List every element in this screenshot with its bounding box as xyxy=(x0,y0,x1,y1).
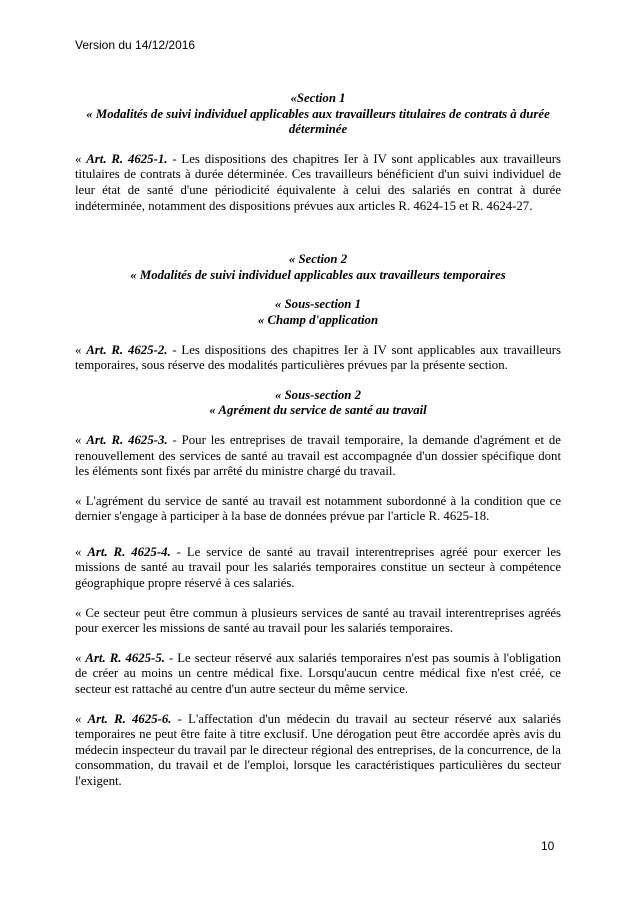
section-1-subtitle: « Modalités de suivi individuel applicables aux travailleurs titulaires de contrats à durée déterminée xyxy=(86,106,550,137)
section-2-subtitle: « Modalités de suivi individuel applicables aux travailleurs temporaires xyxy=(130,267,506,282)
page-header-version: Version du 14/12/2016 xyxy=(75,38,196,52)
article-ref: Art. R. 4625-5. xyxy=(85,650,165,665)
paragraph-agrement: « L'agrément du service de santé au travail est notamment subordonné à la condition que ce dernier s'engage à participer à la base de données prévue par l'article R. 4625-18. xyxy=(75,493,561,524)
article-ref: Art. R. 4625-3. xyxy=(86,432,168,447)
article-text: - Pour les entreprises de travail temporaire, la demande d'agrément et de renouvellement des services de santé au travail est accompagnée d'un dossier spécifique dont les éléments sont fixés par arrêté du ministre chargé du travail. xyxy=(75,432,561,479)
section-1-title: «Section 1 xyxy=(290,91,346,105)
article-text: - Les dispositions des chapitres Ier à IV sont applicables aux travailleurs titulaires de contrats à durée déterminée. Ces travailleurs bénéficient d'un suivi individuel de leur état de santé d'une périodicité équivalente à celui des salariés en contrat à durée indéterminée, notamment des dispositions prévues aux articles R. 4624-15 et R. 4624-27. xyxy=(75,151,561,213)
document-body xyxy=(75,91,561,790)
section-2-title: « Section 2 xyxy=(288,252,348,267)
article-ref: Art. R. 4625-6. xyxy=(87,711,172,726)
article-r4625-5 xyxy=(75,651,561,698)
article-r4625-6 xyxy=(75,712,561,790)
article-lead: « xyxy=(75,342,87,357)
subsection-2-title: « Sous-section 2 xyxy=(274,387,362,402)
article-r4625-3 xyxy=(75,433,561,480)
article-ref: Art. R. 4625-2. xyxy=(86,342,168,357)
article-ref: Art. R. 4625-4. xyxy=(87,544,171,559)
page-number: 10 xyxy=(541,839,555,853)
article-text: - Le service de santé au travail interentreprises agréé pour exercer les missions de santé au travail pour les salariés temporaires constitue un secteur à compétence géographique propre réservé à ces salariés. xyxy=(75,544,561,591)
article-ref: Art. R. 4625-1. xyxy=(86,151,168,166)
article-lead: « xyxy=(75,432,87,447)
paragraph-secteur: « Ce secteur peut être commun à plusieurs services de santé au travail interentreprises agréés pour exercer les missions de santé au travail pour les salariés temporaires. xyxy=(75,605,561,636)
article-text: - L'affectation d'un médecin du travail au secteur réservé aux salariés temporaires ne peut être faite à titre exclusif. Une dérogation peut être accordée après avis du médecin inspecteur du travail par le directeur régional des entreprises, de la concurrence, de la consommation, du travail et de l'emploi, lorsque les caractéristiques particulières du secteur l'exigent. xyxy=(75,711,562,788)
article-r4625-2 xyxy=(75,343,561,374)
article-lead: « xyxy=(75,650,86,665)
article-lead: « xyxy=(75,151,87,166)
article-r4625-1 xyxy=(75,152,561,214)
article-lead: « xyxy=(75,544,88,559)
subsection-2-subtitle: « Agrément du service de santé au travail xyxy=(209,403,427,418)
article-r4625-4 xyxy=(75,545,561,592)
article-text: - Les dispositions des chapitres Ier à IV sont applicables aux travailleurs temporaires, sous réserve des modalités particulières prévues par la présente section. xyxy=(75,342,561,373)
article-text: - Le secteur réservé aux salariés temporaires n'est pas soumis à l'obligation de créer au moins un centre médical fixe. Lorsqu'aucun centre médical fixe n'est créé, ce secteur est rattaché au centre d'un autre secteur du même service. xyxy=(75,650,561,697)
article-lead: « xyxy=(75,711,88,726)
subsection-1-subtitle: « Champ d'application xyxy=(257,312,379,327)
subsection-1-title: « Sous-section 1 xyxy=(274,297,362,312)
